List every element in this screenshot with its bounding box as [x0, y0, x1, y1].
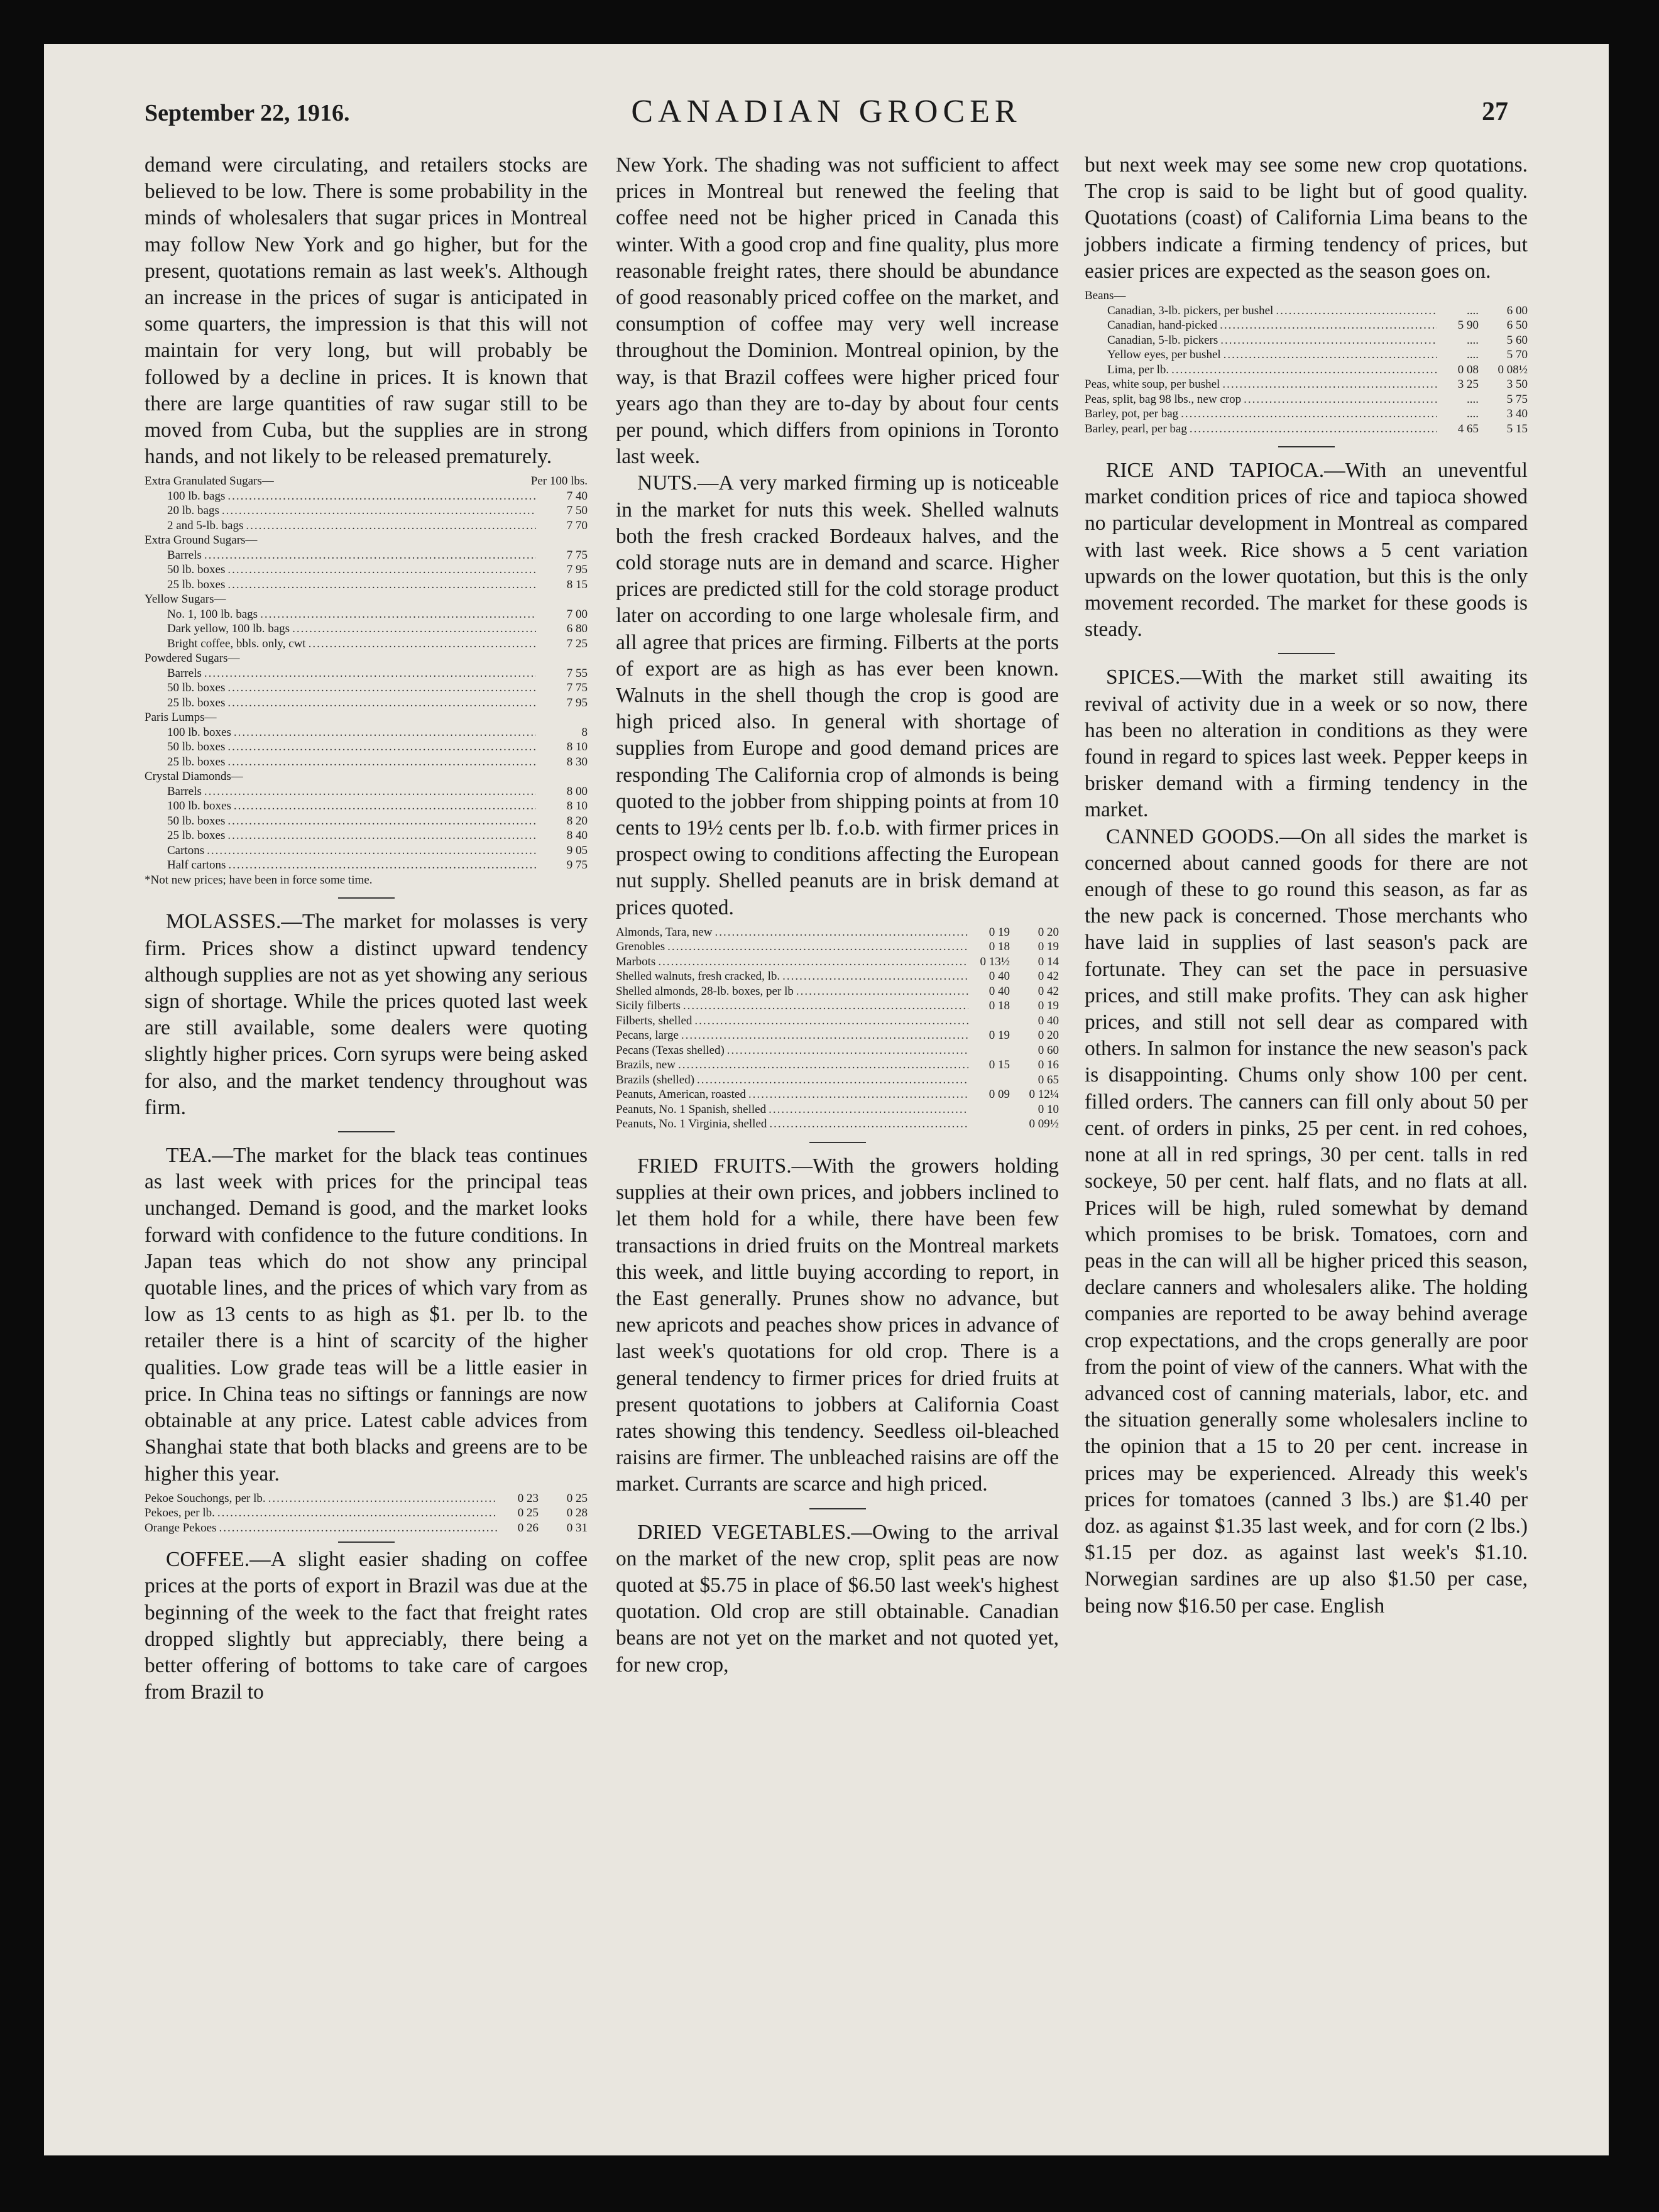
price-row: [145, 562, 588, 578]
price-low: ....: [1467, 348, 1479, 362]
price-label: Almonds, Tara, new: [616, 925, 713, 939]
leader-dots: [667, 939, 968, 955]
price-label: 25 lb. boxes: [167, 829, 226, 843]
price-row: [616, 969, 1059, 984]
sugar-category: Extra Ground Sugars—: [145, 534, 258, 547]
price-value: 7 70: [566, 518, 588, 532]
price-row: [616, 1117, 1059, 1132]
leader-dots: [246, 518, 536, 534]
price-row: [616, 1028, 1059, 1043]
price-row: [616, 1073, 1059, 1088]
price-row: [1085, 363, 1528, 378]
price-low: 0 26: [517, 1521, 539, 1535]
price-value: 9 75: [566, 858, 588, 872]
leader-dots: [683, 999, 968, 1014]
price-label: Orange Pekoes: [145, 1521, 217, 1535]
unit-header: Per 100 lbs.: [530, 474, 588, 488]
price-high: 0 20: [1038, 1029, 1059, 1043]
price-label: Pecans, large: [616, 1029, 679, 1043]
price-row: [145, 621, 588, 637]
price-low: 0 09: [988, 1088, 1010, 1102]
leader-dots: [227, 740, 536, 755]
price-high: 0 20: [1038, 925, 1059, 939]
price-label: Canadian, 5-lb. pickers: [1107, 333, 1218, 347]
leader-dots: [227, 696, 536, 711]
price-label: Lima, per lb.: [1107, 363, 1169, 376]
price-low: 4 65: [1457, 422, 1479, 435]
price-label: 100 lb. boxes: [167, 725, 231, 739]
price-value: 8 10: [566, 799, 588, 813]
leader-dots: [1222, 377, 1437, 392]
leader-dots: [681, 1028, 968, 1043]
price-value: 7 00: [566, 607, 588, 621]
price-value: 7 75: [566, 548, 588, 562]
canned-goods-paragraph: CANNED GOODS.—On all sides the market is concerned about canned goods for there are not enough of these to go round this season, as far as the new pack is concerned. Those merchants who have laid in supplies of last season's pack are fortunate. They can set the pace in persuasive prices, and still make profits. They can ask higher prices, and still not sell dear as compared with others. In salmon for instance the new season's pack is disappointing. Chums only show 100 per cent. filled orders. The canners can fill only about 50 per cent. of orders in pinks, 25 per cent. in red cohoes, none at all in red springs, 30 per cent. talls in red sockeye, 50 per cent. half flats, and no flats at all. Prices will be high, ruled somewhat by demand which promises to be brisk. Tomatoes, corn and peas in the can will all be higher priced this season, declare canners and wholesalers alike. The holding companies are reported to be away behind average crop expectations, and the crops generally are poor from the point of view of the canners. What with the advanced cost of canning materials, labor, etc. and the situation generally some wholesalers incline to the opinion that a 15 to 20 per cent. increase in prices may be experienced. Already this week's prices for tomatoes (canned 3 lbs.) are $1.40 per doz. as against $1.35 last week, and for corn (2 lbs.) $1.15 per doz. as against last week's $1.10. Norwegian sardines are up also $1.50 per case, being now $16.50 per case. English: [1085, 824, 1528, 1618]
beans-price-table: [1085, 288, 1528, 436]
price-row: [145, 814, 588, 829]
leader-dots: [204, 666, 536, 681]
price-row: [145, 666, 588, 681]
sugar-category: Paris Lumps—: [145, 711, 217, 725]
price-value: 8 10: [566, 740, 588, 754]
price-high: 0 12¼: [1029, 1088, 1059, 1102]
price-row: [1085, 333, 1528, 348]
price-high: 5 75: [1506, 392, 1528, 406]
price-value: 7 75: [566, 681, 588, 695]
section-divider: [1278, 653, 1335, 654]
price-row: [145, 578, 588, 593]
price-low: 0 08: [1457, 363, 1479, 376]
leader-dots: [234, 799, 536, 814]
price-row: [145, 725, 588, 740]
price-label: 100 lb. boxes: [167, 799, 231, 813]
price-high: 0 19: [1038, 999, 1059, 1013]
price-value: 9 05: [566, 843, 588, 857]
section-divider: [809, 1142, 866, 1143]
price-low: 0 19: [988, 925, 1010, 939]
nuts-paragraph: NUTS.—A very marked firming up is noticeable in the market for nuts this week. Shelled walnuts both the fresh cracked Bordeaux halves, and the cold storage nuts are in demand and scarce. Higher prices are predicted still for the cold storage product later on according to one large wholesale firm, and all agree that prices are firming. Filberts at the ports of export are as high as has ever been known. Walnuts in the shell though the crop is good are high priced also. In general with shortage of supplies from Europe and good demand prices are responding The California crop of almonds is being quoted to the jobber from shipping points at from 10 cents to 19½ cents per lb. f.o.b. with firmer prices in prospect owing to conditions affecting the European nut supply. Shelled peanuts are in brisk demand at prices quoted.: [616, 471, 1059, 919]
leader-dots: [748, 1087, 968, 1102]
price-row: [145, 1491, 588, 1506]
sugar-paragraph: demand were circulating, and retailers stocks are believed to be low. There is some probability in the minds of wholesalers that sugar prices in Montreal may follow New York and go higher, but for the present, quotations remain as last week's. Although an increase in the prices of sugar is anticipated in some quarters, the impression is that this will not maintain for very long, but will probably be followed by a decline in prices. It is known that there are large quantities of raw sugar still to be moved from Cuba, but the supplies are in strong hands, and not likely to be released prematurely.: [145, 153, 588, 469]
leader-dots: [260, 607, 536, 622]
price-label: Peas, split, bag 98 lbs., new crop: [1085, 392, 1242, 406]
price-value: 7 95: [566, 696, 588, 709]
price-high: 0 09½: [1029, 1117, 1059, 1131]
price-label: Peanuts, No. 1 Spanish, shelled: [616, 1102, 767, 1116]
page-number: 27: [1482, 97, 1508, 126]
tea-paragraph: TEA.—The market for the black teas continues as last week with prices for the principal teas unchanged. Demand is good, and the market looks forward with confidence to the future conditions. In Japan teas which do not show any principal quotable lines, and the prices of which vary from as low as 13 cents to as high as $1. per lb. to the retailer there is a hint of scarcity of the higher qualities. Low grade teas will be a little easier in price. In China teas no siftings or fannings are now obtainable at any price. Latest cable advices from Shanghai state that both blacks and greens are to be higher this year.: [145, 1144, 588, 1486]
price-high: 0 42: [1038, 970, 1059, 983]
publication-title: CANADIAN GROCER: [631, 94, 1022, 129]
price-low: ....: [1467, 407, 1479, 421]
running-header: [145, 93, 1508, 137]
leader-dots: [227, 814, 536, 829]
price-value: 8 15: [566, 578, 588, 591]
price-row: [616, 955, 1059, 970]
price-label: Brazils, new: [616, 1058, 676, 1072]
price-row: [1085, 407, 1528, 422]
leader-dots: [1220, 318, 1437, 333]
sugar-table-header-row: [145, 474, 588, 489]
fried-fruits-paragraph: FRIED FRUITS.—With the growers holding supplies at their own prices, and jobbers inclined to let them hold for a while, there have been few transactions in dried fruits on the Montreal markets this week, and little buying according to report, in the East generally. Prunes show no advance, but new apricots and peaches show prices in advance of last week's quotations for old crop. There is a general tendency to firmer prices for dried fruits at present quotations to jobbers at California Coast rates showing this tendency. Seedless oil-bleached raisins are firmer. The unbleached raisins are off the market. Currants are scarce and high priced.: [616, 1154, 1059, 1496]
price-label: Marbots: [616, 955, 656, 968]
sugar-category: Crystal Diamonds—: [145, 770, 243, 784]
leader-dots: [217, 1506, 497, 1521]
leader-dots: [1220, 333, 1437, 348]
price-row: [1085, 348, 1528, 363]
price-low: 3 25: [1457, 378, 1479, 391]
price-row: [145, 740, 588, 755]
leader-dots: [227, 578, 536, 593]
price-label: Half cartons: [167, 858, 226, 872]
price-label: Grenobles: [616, 940, 665, 954]
leader-dots: [309, 637, 536, 652]
price-label: Sicily filberts: [616, 999, 681, 1013]
column-2: [616, 152, 1059, 1678]
price-high: 5 15: [1506, 422, 1528, 435]
spices-paragraph: SPICES.—With the market still awaiting its revival of activity due in a week or so now, there has been no alteration in conditions as they were found in regard to spices last week. Pepper keeps in brisker demand with a firming tendency in the market.: [1085, 665, 1528, 822]
tea-price-table: [145, 1491, 588, 1536]
price-label: 50 lb. boxes: [167, 740, 226, 754]
price-label: Peanuts, American, roasted: [616, 1088, 746, 1102]
price-label: 100 lb. bags: [167, 489, 226, 503]
price-label: Dark yellow, 100 lb. bags: [167, 622, 290, 636]
price-low: 0 18: [988, 999, 1010, 1013]
price-low: 0 19: [988, 1029, 1010, 1043]
price-row: [616, 939, 1059, 955]
price-row: [145, 755, 588, 770]
price-high: 0 65: [1038, 1073, 1059, 1087]
section-divider: [338, 1541, 395, 1543]
price-label: Peas, white soup, per bushel: [1085, 378, 1220, 391]
dried-vegetables-paragraph: DRIED VEGETABLES.—Owing to the arrival on the market of the new crop, split peas are now quoted at $5.75 in place of $6.50 last week's highest quotation. Old crop are still obtainable. Canadian beans are not yet on the market and not quoted yet, for new crop,: [616, 1520, 1059, 1677]
leader-dots: [227, 828, 536, 843]
price-label: 50 lb. boxes: [167, 814, 226, 828]
price-row: [145, 637, 588, 652]
price-label: Pekoes, per lb.: [145, 1506, 215, 1520]
leader-dots: [727, 1043, 968, 1058]
price-row: [145, 696, 588, 711]
price-label: Barrels: [167, 666, 202, 680]
price-value: 7 55: [566, 666, 588, 680]
price-label: Canadian, 3-lb. pickers, per bushel: [1107, 304, 1274, 317]
leader-dots: [1244, 392, 1437, 407]
leader-dots: [227, 562, 536, 578]
price-high: 0 40: [1038, 1014, 1059, 1027]
price-high: 0 42: [1038, 984, 1059, 998]
price-label: Barrels: [167, 784, 202, 798]
price-high: 3 50: [1506, 378, 1528, 391]
price-label: 25 lb. boxes: [167, 578, 226, 591]
price-row: [145, 607, 588, 622]
price-high: 6 00: [1506, 304, 1528, 317]
section-divider: [809, 1508, 866, 1509]
price-low: ....: [1467, 304, 1479, 317]
leader-dots: [678, 1058, 968, 1073]
sugar-category: Powdered Sugars—: [145, 652, 240, 665]
rice-tapioca-paragraph: RICE AND TAPIOCA.—With an uneventful market condition prices of rice and tapioca showed no particular development in Montreal as compared with last week. Rice shows a 5 cent variation upwards on the lower quotation, but this is the only movement recorded. The market for these goods is steady.: [1085, 459, 1528, 642]
price-high: 3 40: [1506, 407, 1528, 421]
price-row: [1085, 377, 1528, 392]
leader-dots: [1190, 422, 1437, 437]
leader-dots: [219, 1521, 498, 1536]
price-high: 0 60: [1038, 1043, 1059, 1057]
price-value: 7 40: [566, 489, 588, 503]
price-label: Pecans (Texas shelled): [616, 1043, 725, 1057]
price-value: 6 80: [566, 622, 588, 636]
leader-dots: [694, 1014, 968, 1029]
coffee-paragraph: COFFEE.—A slight easier shading on coffee prices at the ports of export in Brazil was due at the beginning of the week to the fact that freight rates dropped slightly but appreciably, there being a better offering of bottoms to take care of cargoes from Brazil to: [145, 1548, 588, 1704]
price-label: Yellow eyes, per bushel: [1107, 348, 1221, 362]
leader-dots: [268, 1491, 497, 1506]
price-label: Cartons: [167, 843, 205, 857]
price-low: 5 90: [1457, 319, 1479, 332]
price-low: 0 18: [988, 940, 1010, 954]
price-row: [616, 1102, 1059, 1117]
price-low: 0 40: [988, 970, 1010, 983]
price-low: 0 15: [988, 1058, 1010, 1072]
price-high: 0 31: [566, 1521, 588, 1535]
price-label: 50 lb. boxes: [167, 563, 226, 577]
sugar-category: Yellow Sugars—: [145, 593, 226, 606]
section-divider: [338, 897, 395, 899]
price-high: 0 19: [1038, 940, 1059, 954]
price-value: 8: [581, 725, 588, 739]
price-value: 7 50: [566, 504, 588, 518]
price-high: 0 10: [1038, 1102, 1059, 1116]
price-label: 20 lb. bags: [167, 504, 219, 518]
price-value: 7 95: [566, 563, 588, 577]
price-row: [616, 984, 1059, 999]
leader-dots: [204, 784, 536, 799]
price-high: 0 08½: [1497, 363, 1528, 376]
leader-dots: [769, 1102, 968, 1117]
price-high: 5 70: [1506, 348, 1528, 362]
price-label: Barley, pearl, per bag: [1085, 422, 1187, 435]
price-low: 0 13½: [980, 955, 1010, 968]
price-label: 50 lb. boxes: [167, 681, 226, 695]
price-row: [1085, 304, 1528, 319]
price-high: 0 14: [1038, 955, 1059, 968]
leader-dots: [222, 503, 536, 518]
price-label: Filberts, shelled: [616, 1014, 693, 1027]
price-row: [616, 925, 1059, 940]
price-low: 0 25: [517, 1506, 539, 1520]
price-value: 8 40: [566, 829, 588, 843]
section-divider: [1278, 446, 1335, 447]
price-label: Bright coffee, bbls. only, cwt: [167, 637, 306, 650]
price-row: [616, 999, 1059, 1014]
leader-dots: [697, 1073, 968, 1088]
leader-dots: [1181, 407, 1437, 422]
leader-dots: [769, 1117, 968, 1132]
leader-dots: [227, 681, 536, 696]
molasses-paragraph: MOLASSES.—The market for molasses is very firm. Prices show a distinct upward tendency although supplies are not as yet showing any serious sign of shortage. While the prices quoted last week are still available, some dealers were quoting slightly higher prices. Corn syrups were being asked for also, and the market tendency throughout was firm.: [145, 910, 588, 1119]
price-label: Barrels: [167, 548, 202, 562]
price-value: 8 00: [566, 784, 588, 798]
price-label: Pekoe Souchongs, per lb.: [145, 1491, 266, 1505]
price-label: No. 1, 100 lb. bags: [167, 607, 258, 621]
column-1: [145, 152, 588, 1706]
price-row: [1085, 392, 1528, 407]
price-label: Shelled almonds, 28-lb. boxes, per lb: [616, 984, 794, 998]
leader-dots: [227, 489, 536, 504]
price-high: 5 60: [1506, 333, 1528, 347]
price-label: Shelled walnuts, fresh cracked, lb.: [616, 970, 780, 983]
price-row: [145, 518, 588, 534]
leader-dots: [782, 969, 968, 984]
price-row: [145, 784, 588, 799]
price-row: [1085, 318, 1528, 333]
price-label: 2 and 5-lb. bags: [167, 518, 244, 532]
price-row: [145, 828, 588, 843]
price-value: 8 30: [566, 755, 588, 769]
leader-dots: [228, 858, 536, 873]
leader-dots: [292, 621, 536, 637]
price-row: [145, 681, 588, 696]
price-low: ....: [1467, 392, 1479, 406]
price-low: ....: [1467, 333, 1479, 347]
price-row: [145, 503, 588, 518]
leader-dots: [796, 984, 968, 999]
leader-dots: [204, 548, 536, 563]
price-value: 7 25: [566, 637, 588, 650]
price-high: 0 25: [566, 1491, 588, 1505]
price-row: [145, 799, 588, 814]
price-value: 8 20: [566, 814, 588, 828]
nuts-price-table: [616, 925, 1059, 1132]
leader-dots: [715, 925, 968, 940]
price-row: [145, 858, 588, 873]
price-row: [616, 1043, 1059, 1058]
beans-category: Beans—: [1085, 289, 1126, 303]
leader-dots: [234, 725, 536, 740]
price-label: 25 lb. boxes: [167, 755, 226, 769]
price-row: [145, 1506, 588, 1521]
price-row: [145, 548, 588, 563]
price-row: [616, 1087, 1059, 1102]
sugar-table-note: *Not new prices; have been in force some time.: [145, 873, 373, 887]
price-low: 0 23: [517, 1491, 539, 1505]
price-high: 0 28: [566, 1506, 588, 1520]
coffee-continued-paragraph: New York. The shading was not sufficient to affect prices in Montreal but renewed the feeling that coffee need not be higher priced in Canada this winter. With a good crop and fine quality, plus more reasonable freight rates, there should be abundance of good reasonably priced coffee on the market, and consumption of coffee may very well increase throughout the Dominion. Montreal opinion, by the way, is that Brazil coffees were higher priced four years ago than they are to-day by about four cents per pound, which differs from opinions in Toronto last week.: [616, 153, 1059, 469]
section-divider: [338, 1131, 395, 1132]
dried-vegetables-continued-paragraph: but next week may see some new crop quotations. The crop is said to be light but of good quality. Quotations (coast) of California Lima beans to the jobbers indicate a firming tendency of prices, but easier prices are expected as the season goes on.: [1085, 153, 1528, 283]
price-label: Canadian, hand-picked: [1107, 319, 1218, 332]
price-row: [145, 843, 588, 858]
price-row: [616, 1058, 1059, 1073]
price-label: Peanuts, No. 1 Virginia, shelled: [616, 1117, 767, 1131]
price-row: [145, 489, 588, 504]
price-high: 6 50: [1506, 319, 1528, 332]
price-row: [145, 1521, 588, 1536]
price-label: Brazils (shelled): [616, 1073, 695, 1087]
leader-dots: [658, 955, 968, 970]
leader-dots: [1224, 348, 1437, 363]
leader-dots: [227, 755, 536, 770]
sugar-category: Extra Granulated Sugars—: [145, 474, 274, 488]
issue-date: September 22, 1916.: [145, 100, 350, 126]
price-high: 0 16: [1038, 1058, 1059, 1072]
price-label: 25 lb. boxes: [167, 696, 226, 709]
leader-dots: [1276, 304, 1437, 319]
price-row: [1085, 422, 1528, 437]
scanned-page: [44, 44, 1609, 2155]
price-label: Barley, pot, per bag: [1085, 407, 1179, 421]
leader-dots: [207, 843, 536, 858]
leader-dots: [1171, 363, 1437, 378]
sugar-price-table: [145, 474, 588, 887]
price-low: 0 40: [988, 984, 1010, 998]
column-3: [1085, 152, 1528, 1619]
price-row: [616, 1014, 1059, 1029]
